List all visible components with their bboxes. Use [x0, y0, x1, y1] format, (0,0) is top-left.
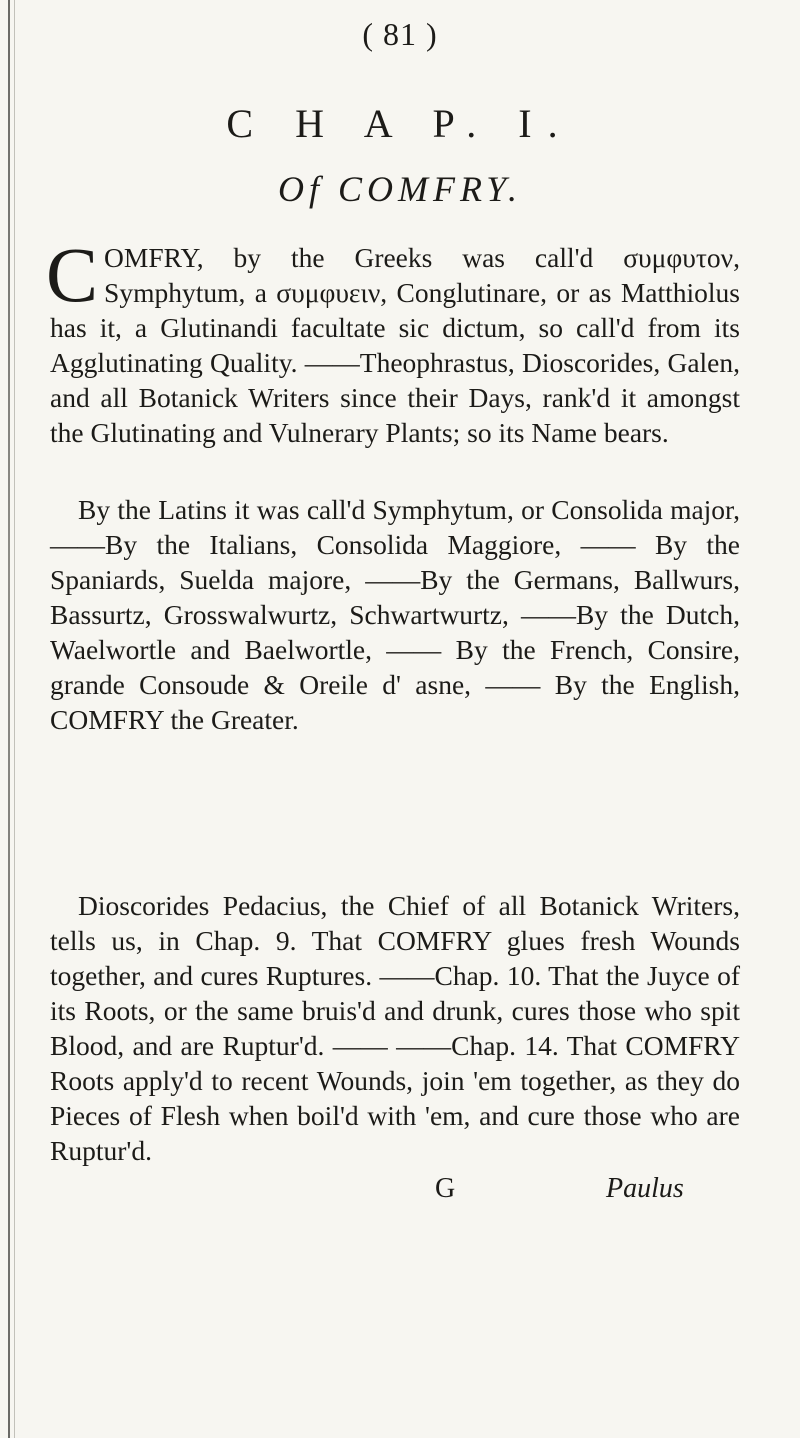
chapter-subtitle: Of COMFRY. — [277, 169, 523, 209]
signature-mark: G — [435, 1173, 456, 1204]
binding-edge — [8, 0, 10, 1438]
binding-edge-inner — [14, 0, 15, 1438]
paragraph-1-text: OMFRY, by the Greeks was call'd συμφυτον, Symphytum, a συμφυειν, Conglutinare, or as Matthiolus has it, a Glutinandi facultate sic dictum, so call'd from its Agglutinating Quality. ——Theophrastus, Dioscorides, Galen, and all Botanick Writers since their Days, rank'd it amongst the Glutinating and Vulnerary Plants; so its Name bears. — [50, 242, 740, 448]
catchword: Paulus — [606, 1173, 684, 1204]
chapter-heading: C H A P. I. — [226, 101, 574, 146]
paragraph-1 — [46, 231, 740, 450]
paragraph-2-text: By the Latins it was call'd Symphytum, or Consolida major, ——By the Italians, Consolida Maggiore, —— By the Spaniards, Suelda majore, ——By the Germans, Ballwurs, Bassurtz, Grosswalwurtz, Schwartwurtz, ——By the Dutch, Waelwortle and Baelwortle, —— By the French, Consire, grande Consoude & Oreile d' asne, —— By the English, COMFRY the Greater. — [50, 494, 740, 735]
paragraph-3 — [50, 888, 740, 1168]
page-number: ( 81 ) — [362, 16, 438, 52]
paragraph-2 — [50, 492, 740, 737]
paragraph-3-text: Dioscorides Pedacius, the Chief of all Botanick Writers, tells us, in Chap. 9. That COMFRY glues fresh Wounds together, and cures Ruptures. ——Chap. 10. That the Juyce of its Roots, or the same bruis'd and drunk, cures those who spit Blood, and are Ruptur'd. —— ——Chap. 14. That COMFRY Roots apply'd to recent Wounds, join 'em together, as they do Pieces of Flesh when boil'd with 'em, and cure those who are Ruptur'd. — [50, 890, 740, 1166]
drop-cap: C — [46, 231, 99, 318]
